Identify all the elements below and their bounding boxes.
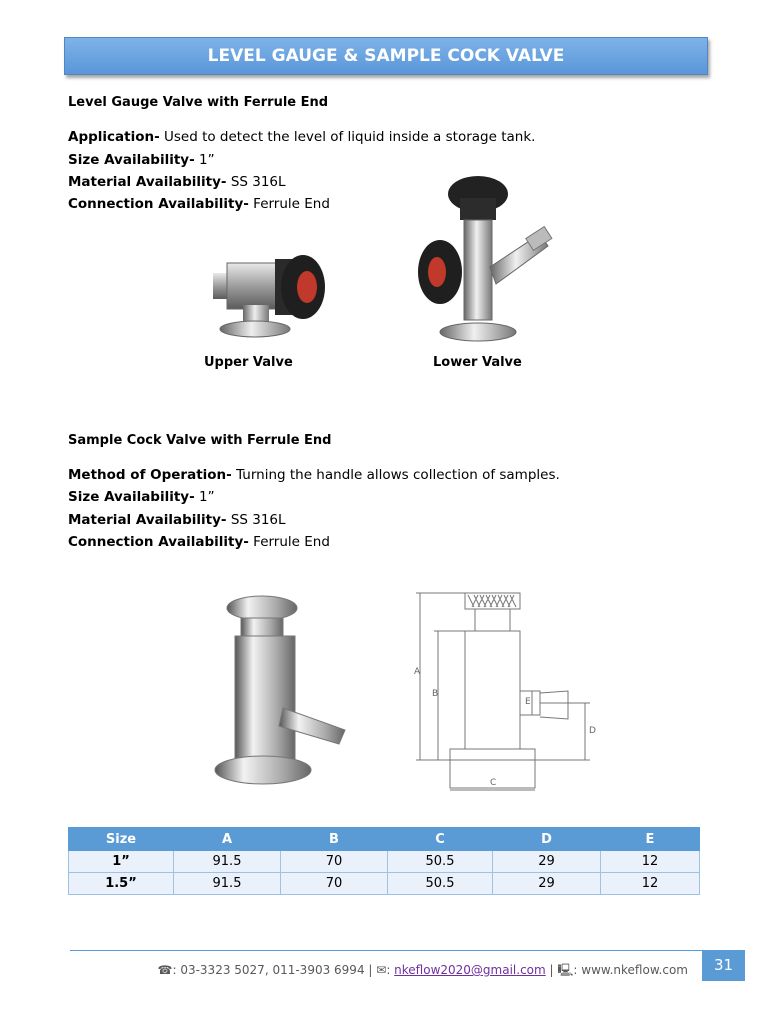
row-value: Ferrule End: [248, 534, 330, 550]
footer-phone: : 03-3323 5027, 011-3903 6994 |: [172, 963, 377, 977]
column-header: B: [281, 828, 388, 851]
computer-icon: 🖳: [557, 963, 574, 977]
table-cell: 12: [601, 873, 700, 895]
page-title: LEVEL GAUGE & SAMPLE COCK VALVE: [207, 46, 565, 66]
table-cell: 50.5: [388, 851, 493, 873]
row-value: 1”: [194, 152, 215, 168]
section1-material: [68, 174, 286, 190]
upper-valve-caption: Upper Valve: [204, 355, 293, 370]
dimension-label-e: E: [525, 697, 531, 707]
lower-valve-image: [410, 172, 560, 347]
table-row: [69, 873, 700, 895]
dimension-label-d: D: [589, 726, 596, 736]
page-title-banner: [64, 37, 708, 75]
row-value: 1”: [194, 489, 215, 505]
footer-separator: |: [545, 963, 558, 977]
table-cell: 91.5: [174, 873, 281, 895]
row-value: Ferrule End: [248, 196, 330, 212]
table-cell: 50.5: [388, 873, 493, 895]
section1-connection: [68, 196, 330, 212]
lower-valve-caption: Lower Valve: [433, 355, 522, 370]
row-label: Size Availability-: [68, 489, 195, 505]
footer-email-prefix: :: [386, 963, 395, 977]
section2-method: [68, 467, 560, 483]
table-cell: 1.5”: [69, 873, 174, 895]
table-cell: 70: [281, 851, 388, 873]
mail-icon: ✉: [376, 963, 387, 977]
email-link[interactable]: nkeflow2020@gmail.com: [394, 963, 546, 977]
table-cell: 12: [601, 851, 700, 873]
row-label: Connection Availability-: [68, 534, 249, 550]
section1-heading: Level Gauge Valve with Ferrule End: [68, 95, 329, 110]
column-header: C: [388, 828, 493, 851]
column-header: E: [601, 828, 700, 851]
section2-heading: Sample Cock Valve with Ferrule End: [68, 433, 332, 448]
phone-icon: ☎: [157, 963, 173, 977]
row-label: Connection Availability-: [68, 196, 249, 212]
footer-contact: [158, 961, 688, 982]
row-label: Material Availability-: [68, 174, 227, 190]
section2-material: [68, 512, 286, 528]
row-value: Turning the handle allows collection of samples.: [231, 467, 560, 483]
row-label: Application-: [68, 129, 160, 145]
table-cell: 70: [281, 873, 388, 895]
table-cell: 91.5: [174, 851, 281, 873]
dimension-table: [68, 827, 700, 895]
row-label: Method of Operation-: [68, 467, 232, 483]
footer-divider: [70, 950, 702, 951]
dimension-label-a: A: [414, 667, 421, 677]
row-label: Material Availability-: [68, 512, 227, 528]
table-header-row: [69, 828, 700, 851]
column-header: Size: [69, 828, 174, 851]
row-value: Used to detect the level of liquid inside a storage tank.: [159, 129, 536, 145]
section2-connection: [68, 534, 330, 550]
section1-size: [68, 152, 215, 168]
table-row: [69, 851, 700, 873]
column-header: D: [493, 828, 601, 851]
table-cell: 1”: [69, 851, 174, 873]
dimension-label-c: C: [490, 778, 497, 788]
section2-size: [68, 489, 215, 505]
table-cell: 29: [493, 851, 601, 873]
row-value: SS 316L: [226, 512, 286, 528]
table-cell: 29: [493, 873, 601, 895]
row-value: SS 316L: [226, 174, 286, 190]
upper-valve-image: [205, 245, 335, 345]
row-label: Size Availability-: [68, 152, 195, 168]
dimension-label-b: B: [432, 689, 439, 699]
page-number: 31: [702, 950, 745, 981]
column-header: A: [174, 828, 281, 851]
sample-cock-technical-drawing: [410, 585, 610, 797]
section1-application: [68, 129, 535, 145]
sample-cock-valve-image: [205, 590, 365, 795]
footer-website: : www.nkeflow.com: [573, 963, 688, 977]
